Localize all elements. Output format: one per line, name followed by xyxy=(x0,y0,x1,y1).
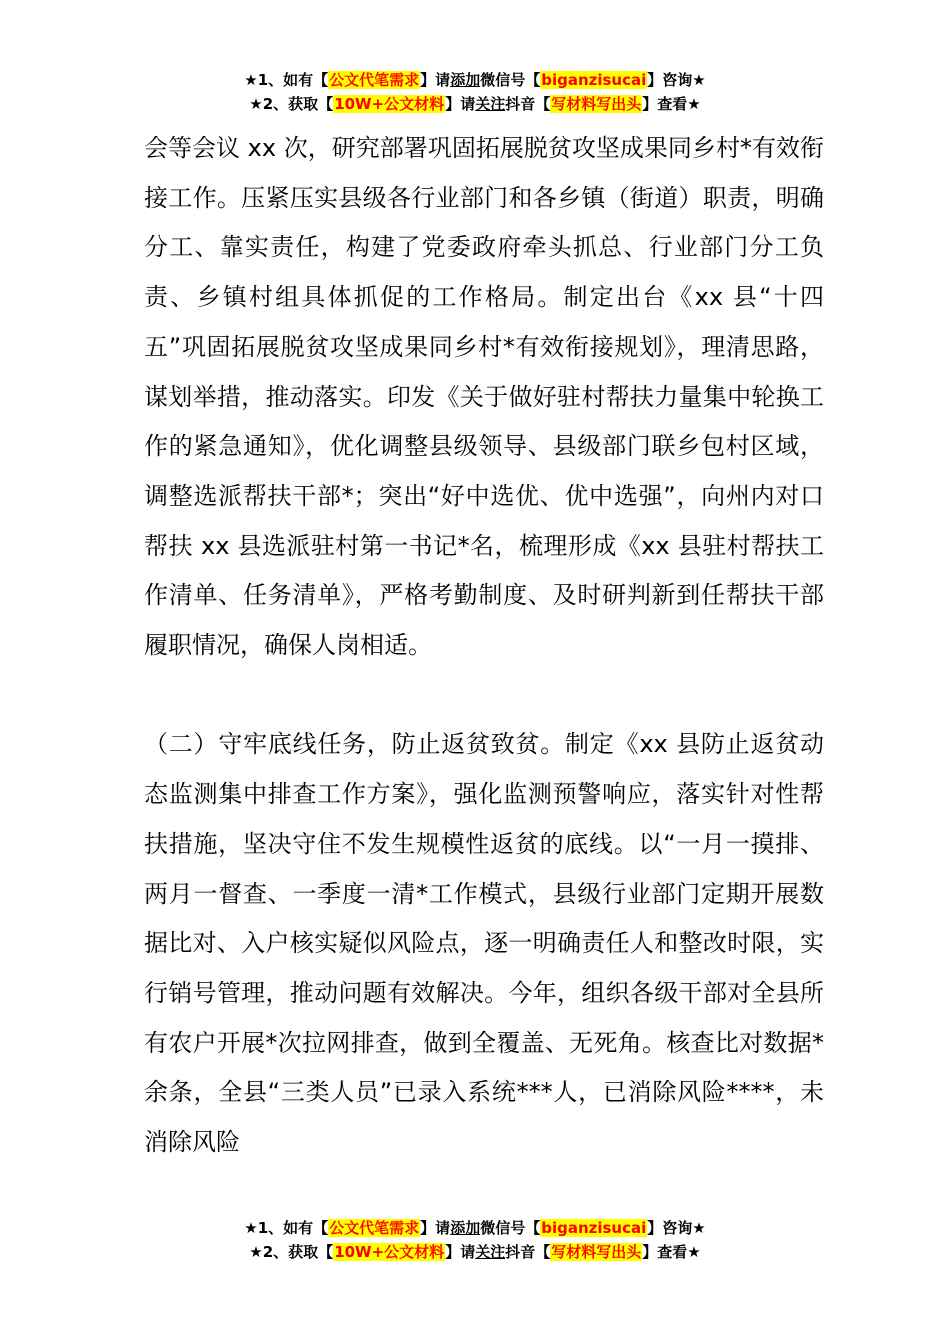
footer-line-1: ★1、如有【公文代笔需求】请添加微信号【biganzisucai】咨询★ xyxy=(244,1219,706,1237)
highlight-materials: 10W+公文材料 xyxy=(334,95,445,113)
highlight-douyin: 写材料写出头 xyxy=(551,95,642,113)
banner-line-1: ★1、如有【公文代笔需求】请添加微信号【biganzisucai】咨询★ xyxy=(244,71,706,89)
footer-line-2: ★2、获取【10W+公文材料】请关注抖音【写材料写出头】查看★ xyxy=(249,1243,701,1261)
paragraph-2: （二）守牢底线任务，防止返贫致贫。制定《xx 县防止返贫动态监测集中排查工作方案》，强化监测预警响应，落实针对性帮扶措施，坚决守住不发生规模性返贫的底线。以“一月一摸排、两月一督查、一季度一清*工作模式，县级行业部门定期开展数据比对、入户核实疑似风险点，逐一明确责任人和整改时限，实行销号管理，推动问题有效解决。今年，组织各级干部对全县所有农户开展*次拉网排查，做到全覆盖、无死角。核查比对数据*余条，全县“三类人员”已录入系统***人，已消除风险****，未消除风险 xyxy=(144,730,824,1157)
document-body xyxy=(144,124,824,1168)
footer-highlight-service: 公文代笔需求 xyxy=(329,1219,420,1237)
highlight-wechat-id: biganzisucai xyxy=(541,71,647,89)
footer-banner xyxy=(0,1216,950,1264)
paragraph-1: 会等会议 xx 次，研究部署巩固拓展脱贫攻坚成果同乡村*有效衔接工作。压紧压实县级各行业部门和各乡镇（街道）职责，明确分工、靠实责任，构建了党委政府牵头抓总、行业部门分工负责、乡镇村组具体抓促的工作格局。制定出台《xx 县“十四五”巩固拓展脱贫攻坚成果同乡村*有效衔接规划》，理清思路，谋划举措，推动落实。印发《关于做好驻村帮扶力量集中轮换工作的紧急通知》，优化调整县级领导、县级部门联乡包村区域，调整选派帮扶干部*；突出“好中选优、优中选强”，向州内对口帮扶 xx 县选派驻村第一书记*名，梳理形成《xx 县驻村帮扶工作清单、任务清单》，严格考勤制度、及时研判新到任帮扶干部履职情况，确保人岗相适。 xyxy=(144,134,824,660)
banner-line-2: ★2、获取【10W+公文材料】请关注抖音【写材料写出头】查看★ xyxy=(249,95,701,113)
footer-highlight-wechat-id: biganzisucai xyxy=(541,1219,647,1237)
highlight-service: 公文代笔需求 xyxy=(329,71,420,89)
footer-highlight-materials: 10W+公文材料 xyxy=(334,1243,445,1261)
header-banner xyxy=(0,68,950,116)
footer-highlight-douyin: 写材料写出头 xyxy=(551,1243,642,1261)
